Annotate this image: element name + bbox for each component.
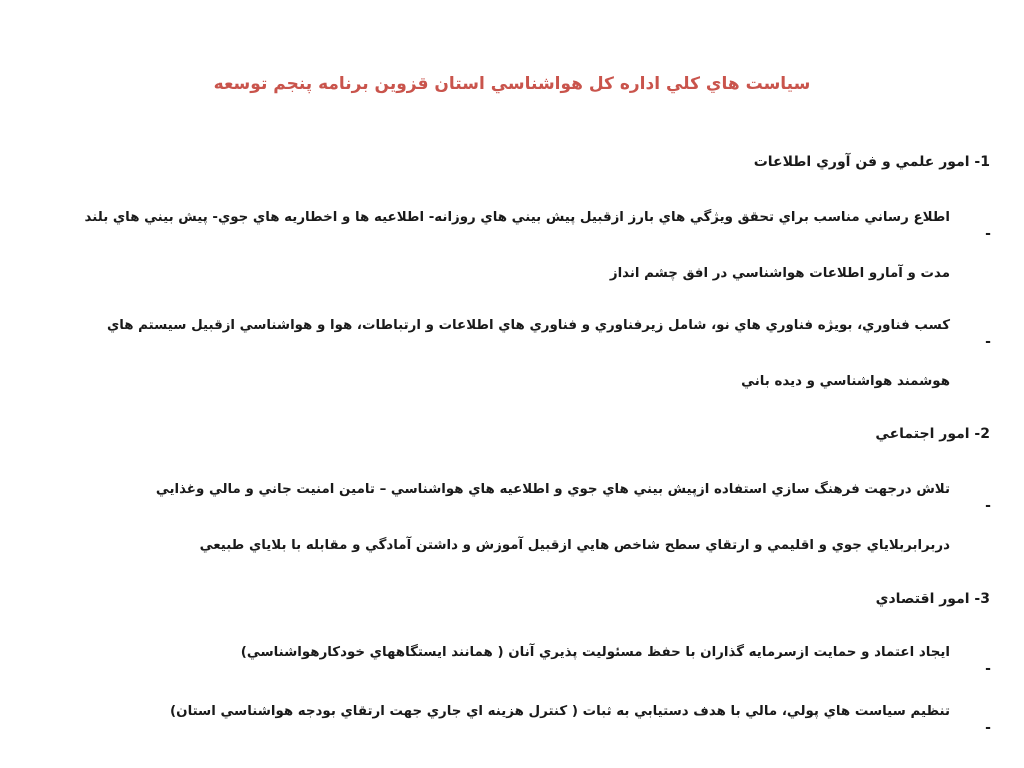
bullet-text: تلاش درجهت فرهنگ سازي استفاده ازپيش بيني هاي جوي و اطلاعيه هاي هواشناسي – تامين امنيت جاني و مالي وغذايي دربرابربلاياي جوي و اقليمي و ارتقاي سطح شاخص هايي ازقبيل آموزش و داشتن آمادگي و مقابله با بلاياي طبيعي (155, 482, 950, 553)
section-heading-science-it: 1- امور علمي و فن آوري اطلاعات (753, 154, 990, 170)
list-item (80, 700, 994, 740)
bullet-dash: - (985, 226, 991, 242)
bullet-text: تنظيم سياست هاي پولي، مالي با هدف دستيابي به ثبات ( كنترل هزينه اي جاري جهت ارتقاي بودجه هواشناسي استان) (170, 704, 950, 719)
section-heading-economic: 3- امور اقتصادي (875, 591, 990, 607)
bullet-dash: - (985, 498, 991, 514)
list-item (80, 314, 994, 410)
slide-title: سیاست هاي كلي اداره كل هواشناسي استان قزوين برنامه پنجم توسعه (213, 74, 811, 94)
bullet-text: كسب فناوري، بويژه فناوري هاي نو، شامل زيرفناوري و فناوري هاي اطلاعات و ارتباطات، هوا و هواشناسي ازقبيل سيستم هاي هوشمند هواشناسي و ديده باني (106, 318, 950, 389)
list-item (80, 641, 994, 681)
bullet-text: ايجاد اعتماد و حمايت ازسرمايه گذاران با حفظ مسئوليت پذيري آنان ( همانند ايستگاههاي خودكارهواشناسي) (240, 645, 950, 660)
bullet-dash: - (985, 334, 991, 350)
section-heading-social: 2- امور اجتماعي (875, 426, 990, 442)
list-item (80, 206, 994, 302)
bullet-dash: - (985, 720, 991, 736)
list-item (80, 478, 994, 574)
bullet-text: اطلاع رساني مناسب براي تحقق ويژگي هاي بارز ازقبيل پيش بيني هاي روزانه- اطلاعيه ها و اخطاريه هاي جوي- پيش بيني هاي بلند مدت و آمارو اطلاعات هواشناسي در افق چشم انداز (84, 210, 950, 281)
bullet-dash: - (985, 661, 991, 677)
